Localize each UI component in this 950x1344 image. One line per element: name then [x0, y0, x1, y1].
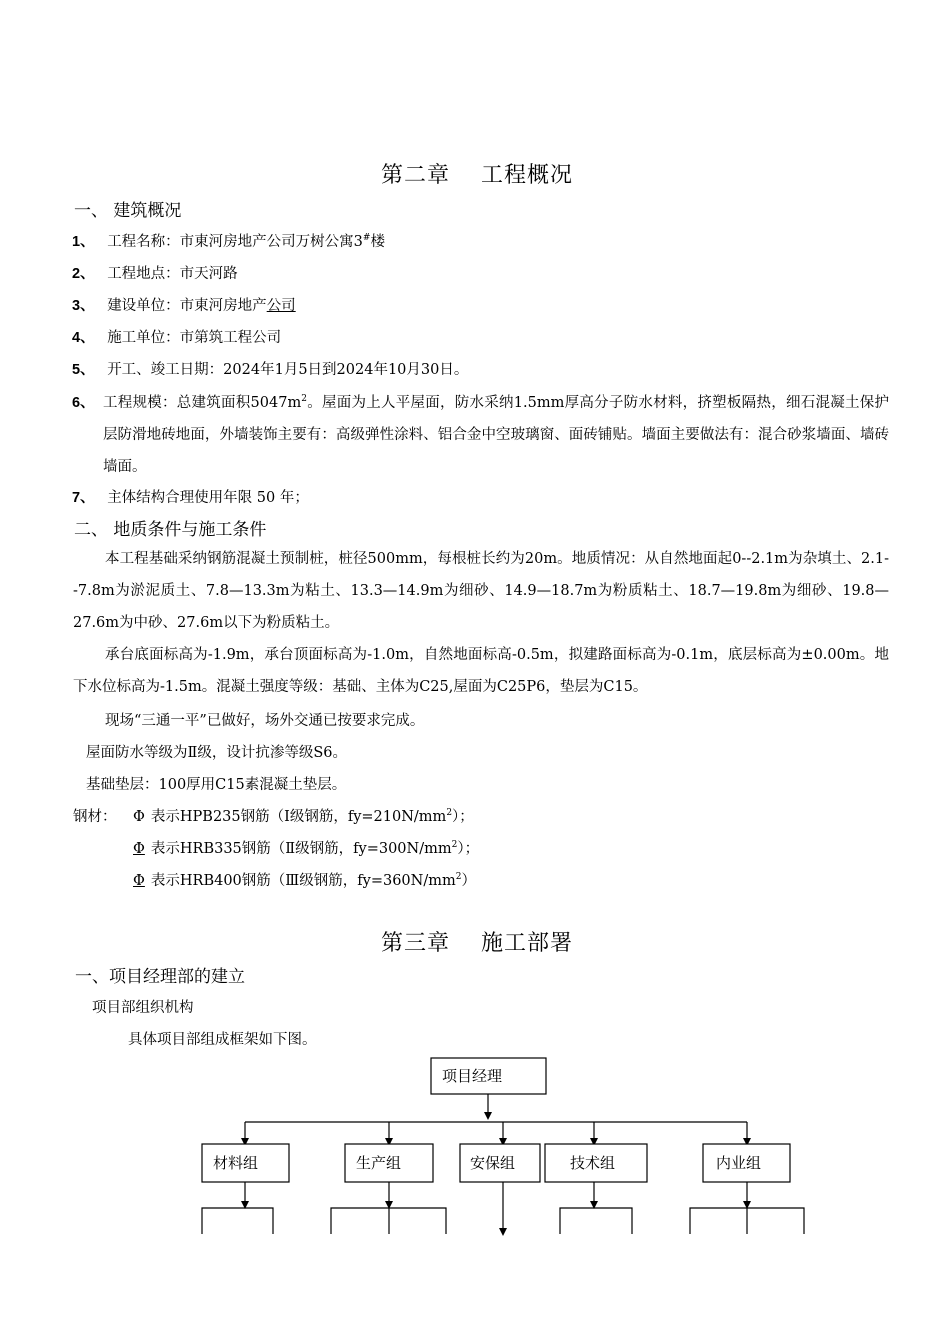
org-label-security: 安保组: [470, 1154, 516, 1172]
item-number: 7、: [72, 490, 95, 506]
item-number: 1、: [72, 234, 95, 250]
steel-desc: 表示HPB235钢筋（Ⅰ级钢筋，fy=210N/mm: [150, 809, 447, 825]
steel-symbol: Φ: [133, 809, 145, 825]
site-condition-line: 现场“三通一平”已做好，场外交通已按要求完成。: [105, 713, 425, 729]
project-name-sup: #: [362, 233, 371, 244]
org-sub-box: [202, 1208, 273, 1234]
steel-sup: 2: [455, 872, 462, 883]
geology-text: 本工程基础采纳钢筋混凝土预制桩，桩径500mm，每根桩长约为20m。地质情况：从自然地面起0--2.1m为杂填土、2.1--7.8m为淤泥质土、7.8—13.3m为粘土、13.3—14.9m为细砂、14.9—18.7m为粉质粘土、18.7—19.8m为细砂、19.8—27.6m为中砂、27.6m以下为粉质粘土。: [73, 551, 889, 631]
item-number: 3、: [72, 298, 95, 314]
steel-tail: ）: [461, 873, 476, 889]
section-geology-heading: 二、 地质条件与施工条件: [74, 520, 267, 540]
item-number: 2、: [72, 266, 95, 282]
steel-desc: 表示HRB400钢筋（Ⅲ级钢筋，fy=360N/mm: [150, 873, 456, 889]
steel-label: 钢材：: [73, 809, 117, 825]
project-dates: 开工、竣工日期：2024年1月5日到2024年10月30日。: [107, 362, 469, 378]
construction-owner-underlined: 公司: [266, 298, 296, 314]
steel-tail: ）；: [457, 841, 480, 857]
project-scale-b: 。屋面为上人平屋面，防水采纳1.5mm厚高分子防水材料，挤塑板隔热，细石混凝土保护层防滑地砖地面，外墙装饰主要有：高级弹性涂料、铝合金中空玻璃窗、面砖铺贴。墙面主要做法有：混合砂浆墙面、墙砖墙面。: [103, 394, 889, 475]
steel-symbol: Φ: [133, 873, 145, 889]
org-label-internal: 内业组: [716, 1154, 762, 1172]
design-life: 主体结构合理使用年限 50 年；: [107, 490, 309, 506]
org-label-materials: 材料组: [213, 1154, 259, 1172]
org-label-technical: 技术组: [570, 1154, 616, 1172]
steel-symbol: Φ: [133, 841, 145, 857]
elevation-text: 承台底面标高为-1.9m，承台顶面标高为-1.0m，自然地面标高-0.5m，拟建路面标高为-0.1m，底层标高为±0.00m。地下水位标高为-1.5m。混凝土强度等级：基础、主体为C25,屋面为C25P6，垫层为C15。: [73, 647, 889, 695]
steel-sup: 2: [451, 840, 458, 851]
foundation-cushion-line: 基础垫层：100厚用C15素混凝土垫层。: [86, 777, 347, 793]
steel-tail: ）；: [452, 809, 474, 825]
item-number: 6、: [72, 395, 95, 411]
construction-contractor: 施工单位：市第筑工程公司: [107, 330, 282, 346]
org-sub-box: [560, 1208, 632, 1234]
steel-desc: 表示HRB335钢筋（Ⅱ级钢筋，fy=300N/mm: [150, 841, 452, 857]
org-label-production: 生产组: [356, 1154, 402, 1172]
project-name-tail: 楼: [370, 234, 385, 250]
sub-heading: 项目部组织机构: [92, 1000, 194, 1016]
project-location: 工程地点：市天河路: [107, 266, 238, 282]
chapter3-title: 第三章 施工部署: [381, 931, 573, 956]
steel-sup: 2: [446, 808, 453, 819]
waterproof-line: 屋面防水等级为Ⅱ级，设计抗渗等级S6。: [86, 745, 348, 761]
chapter2-title: 第二章 工程概况: [381, 163, 573, 188]
construction-owner: 建设单位：市東河房地产: [107, 298, 267, 314]
org-intro: 具体项目部组成框架如下图。: [128, 1032, 317, 1048]
item-number: 5、: [72, 362, 95, 378]
project-name: 工程名称：市東河房地产公司万树公寓3: [107, 234, 363, 250]
project-scale-a: 工程规模：总建筑面积5047m: [103, 394, 302, 411]
project-scale-sup: 2: [301, 394, 307, 404]
item-number: 4、: [72, 330, 95, 346]
section-project-dept-heading: 一、项目经理部的建立: [75, 967, 245, 987]
section-building-overview-heading: 一、 建筑概况: [74, 201, 182, 221]
org-root-label: 项目经理: [442, 1067, 503, 1085]
